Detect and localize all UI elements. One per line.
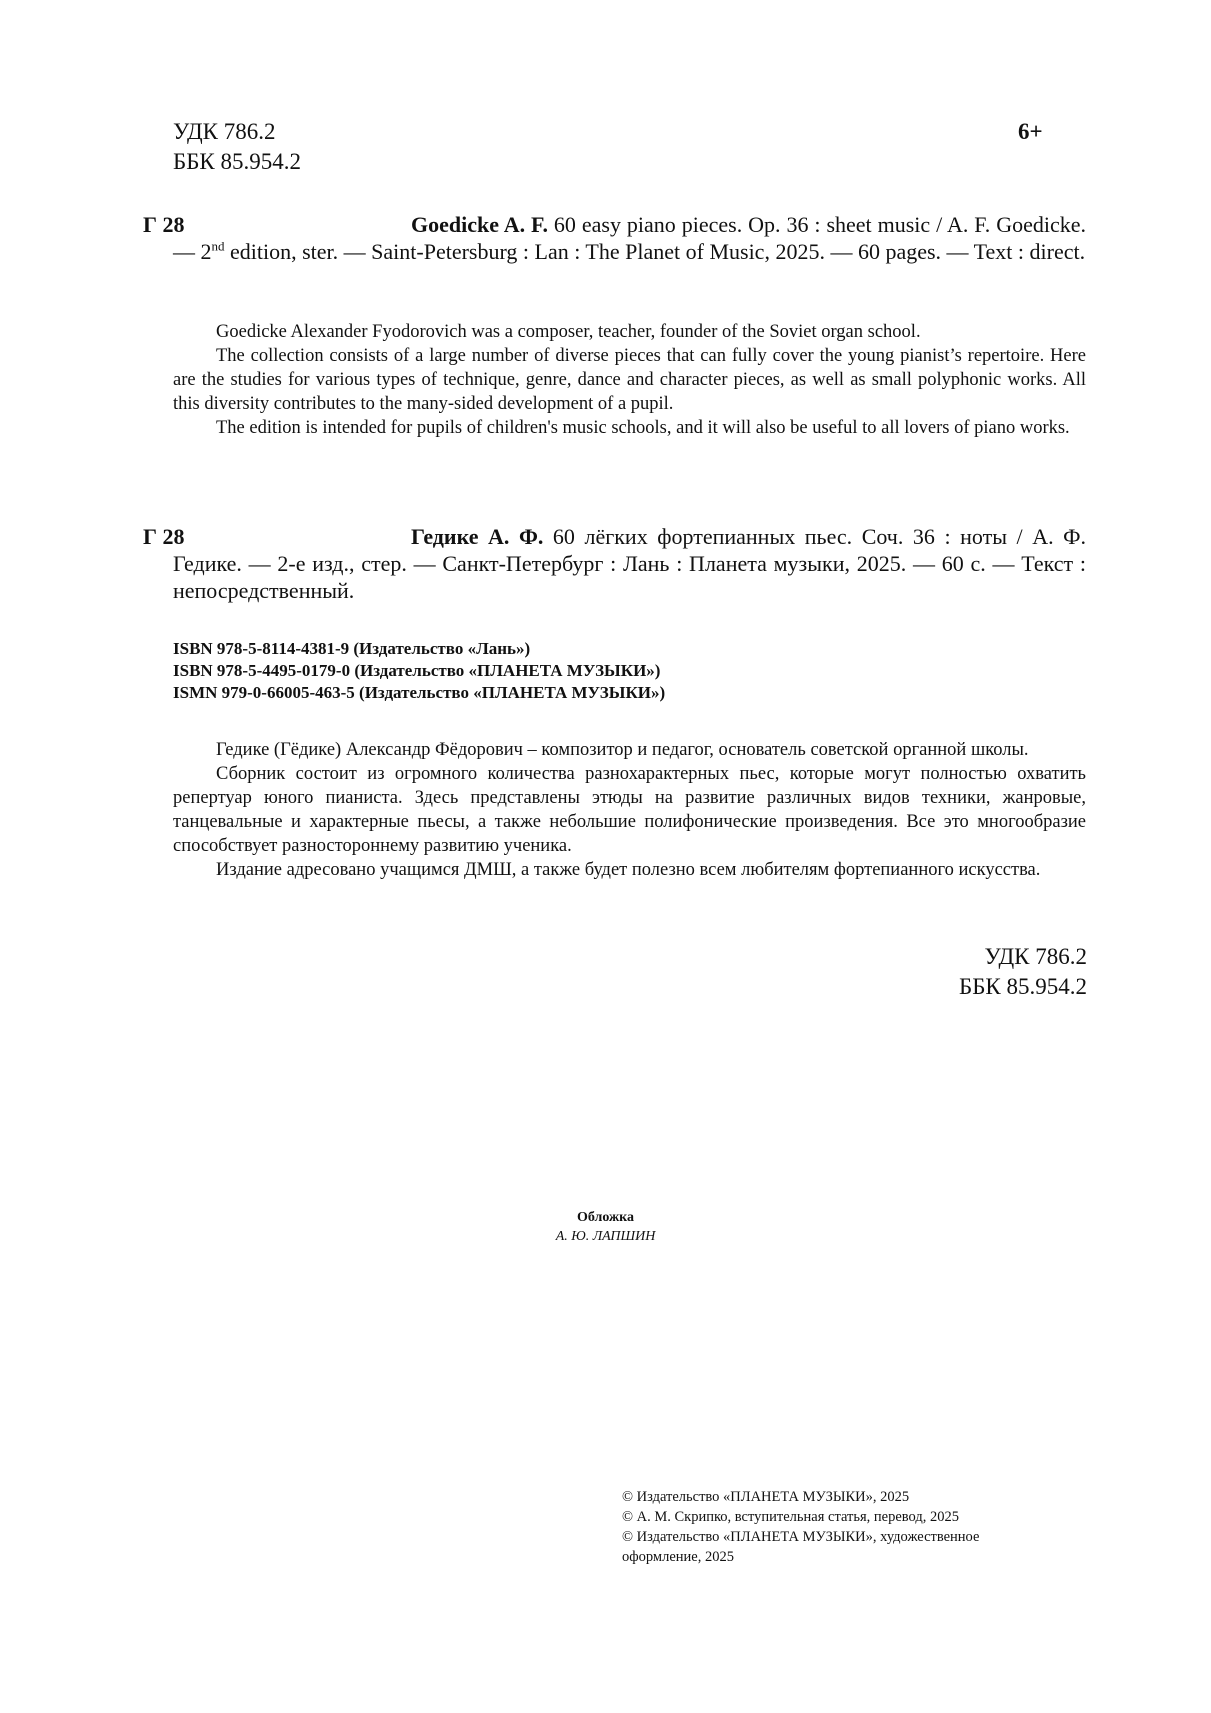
copyright-line: © А. М. Скрипко, вступительная статья, перевод, 2025	[622, 1509, 959, 1525]
footer-classification-codes	[959, 942, 1087, 1002]
edition-superscript: nd	[211, 238, 225, 254]
isbn-lan: ISBN 978-5-8114-4381-9 (Издательство «Лань»)	[173, 639, 531, 658]
bbk-code: ББК 85.954.2	[958, 974, 1087, 999]
entry-author: Goedicke A. F.	[411, 212, 548, 237]
entry-text-continued: edition, ster. — Saint-Petersburg : Lan : The Planet of Music, 2025. — 60 pages. — Text : direct.	[224, 239, 1086, 264]
copyright-line: © Издательство «ПЛАНЕТА МУЗЫКИ», 2025	[622, 1489, 910, 1505]
entry-author: Гедике А. Ф.	[411, 524, 544, 549]
header-classification-codes	[173, 117, 301, 177]
cover-title: Обложка	[576, 1210, 635, 1225]
english-bibliographic-entry	[143, 211, 1086, 265]
entry-index: Г 28	[143, 524, 185, 549]
entry-text: 60 лёгких фортепианных пьес. Соч. 36 : ноты / А. Ф. Гедике. — 2-е изд., стер. — Санкт-Петербург : Лань : Планета музыки, 2025. — 60 с. — Текст : непосредственный.	[173, 524, 1087, 603]
abstract-paragraph: Издание адресовано учащимся ДМШ, а также будет полезно всем любителям фортепианного искусства.	[216, 860, 1041, 880]
entry-index: Г 28	[143, 212, 185, 237]
entry-text: 60 easy piano pieces. Op. 36 : sheet music / A. F. Goedicke. — 2	[173, 212, 1086, 264]
entry-body	[173, 523, 1086, 604]
cover-designer: А. Ю. ЛАПШИН	[555, 1229, 656, 1244]
abstract-paragraph: Goedicke Alexander Fyodorovich was a composer, teacher, founder of the Soviet organ school.	[216, 322, 921, 342]
abstract-paragraph: The edition is intended for pupils of children's music schools, and it will also be useful to all lovers of piano works.	[216, 418, 1070, 438]
english-abstract	[173, 320, 1086, 440]
cover-credit	[0, 1208, 1211, 1246]
bbk-code: ББК 85.954.2	[173, 149, 302, 174]
udk-code: УДК 786.2	[984, 944, 1087, 969]
russian-abstract	[173, 738, 1086, 882]
abstract-paragraph: Гедике (Гёдике) Александр Фёдорович – композитор и педагог, основатель советской органной школы.	[216, 740, 1029, 760]
entry-body	[173, 211, 1086, 265]
identifiers	[173, 638, 665, 704]
ismn-planet: ISMN 979-0-66005-463-5 (Издательство «ПЛАНЕТА МУЗЫКИ»)	[173, 683, 666, 702]
age-rating: 6+	[1018, 119, 1043, 144]
isbn-planet: ISBN 978-5-4495-0179-0 (Издательство «ПЛАНЕТА МУЗЫКИ»)	[173, 661, 661, 680]
copyright-block	[622, 1487, 1062, 1567]
abstract-paragraph: Сборник состоит из огромного количества разнохарактерных пьес, которые могут полностью охватить репертуар юного пианиста. Здесь представлены этюды на развитие различных видов техники, жанровые, танцевальные и характерные пьесы, а также небольшие полифонические произведения. Все это многообразие способствует разностороннему развитию ученика.	[173, 764, 1086, 856]
abstract-paragraph: The collection consists of a large number of diverse pieces that can fully cover the young pianist’s repertoire. Here are the studies for various types of technique, genre, dance and character pieces, as well as small polyphonic works. All this diversity contributes to the many-sided development of a pupil.	[173, 346, 1086, 414]
copyright-line: © Издательство «ПЛАНЕТА МУЗЫКИ», художественное оформление, 2025	[622, 1529, 980, 1565]
udk-code: УДК 786.2	[173, 119, 276, 144]
russian-bibliographic-entry	[143, 523, 1086, 604]
